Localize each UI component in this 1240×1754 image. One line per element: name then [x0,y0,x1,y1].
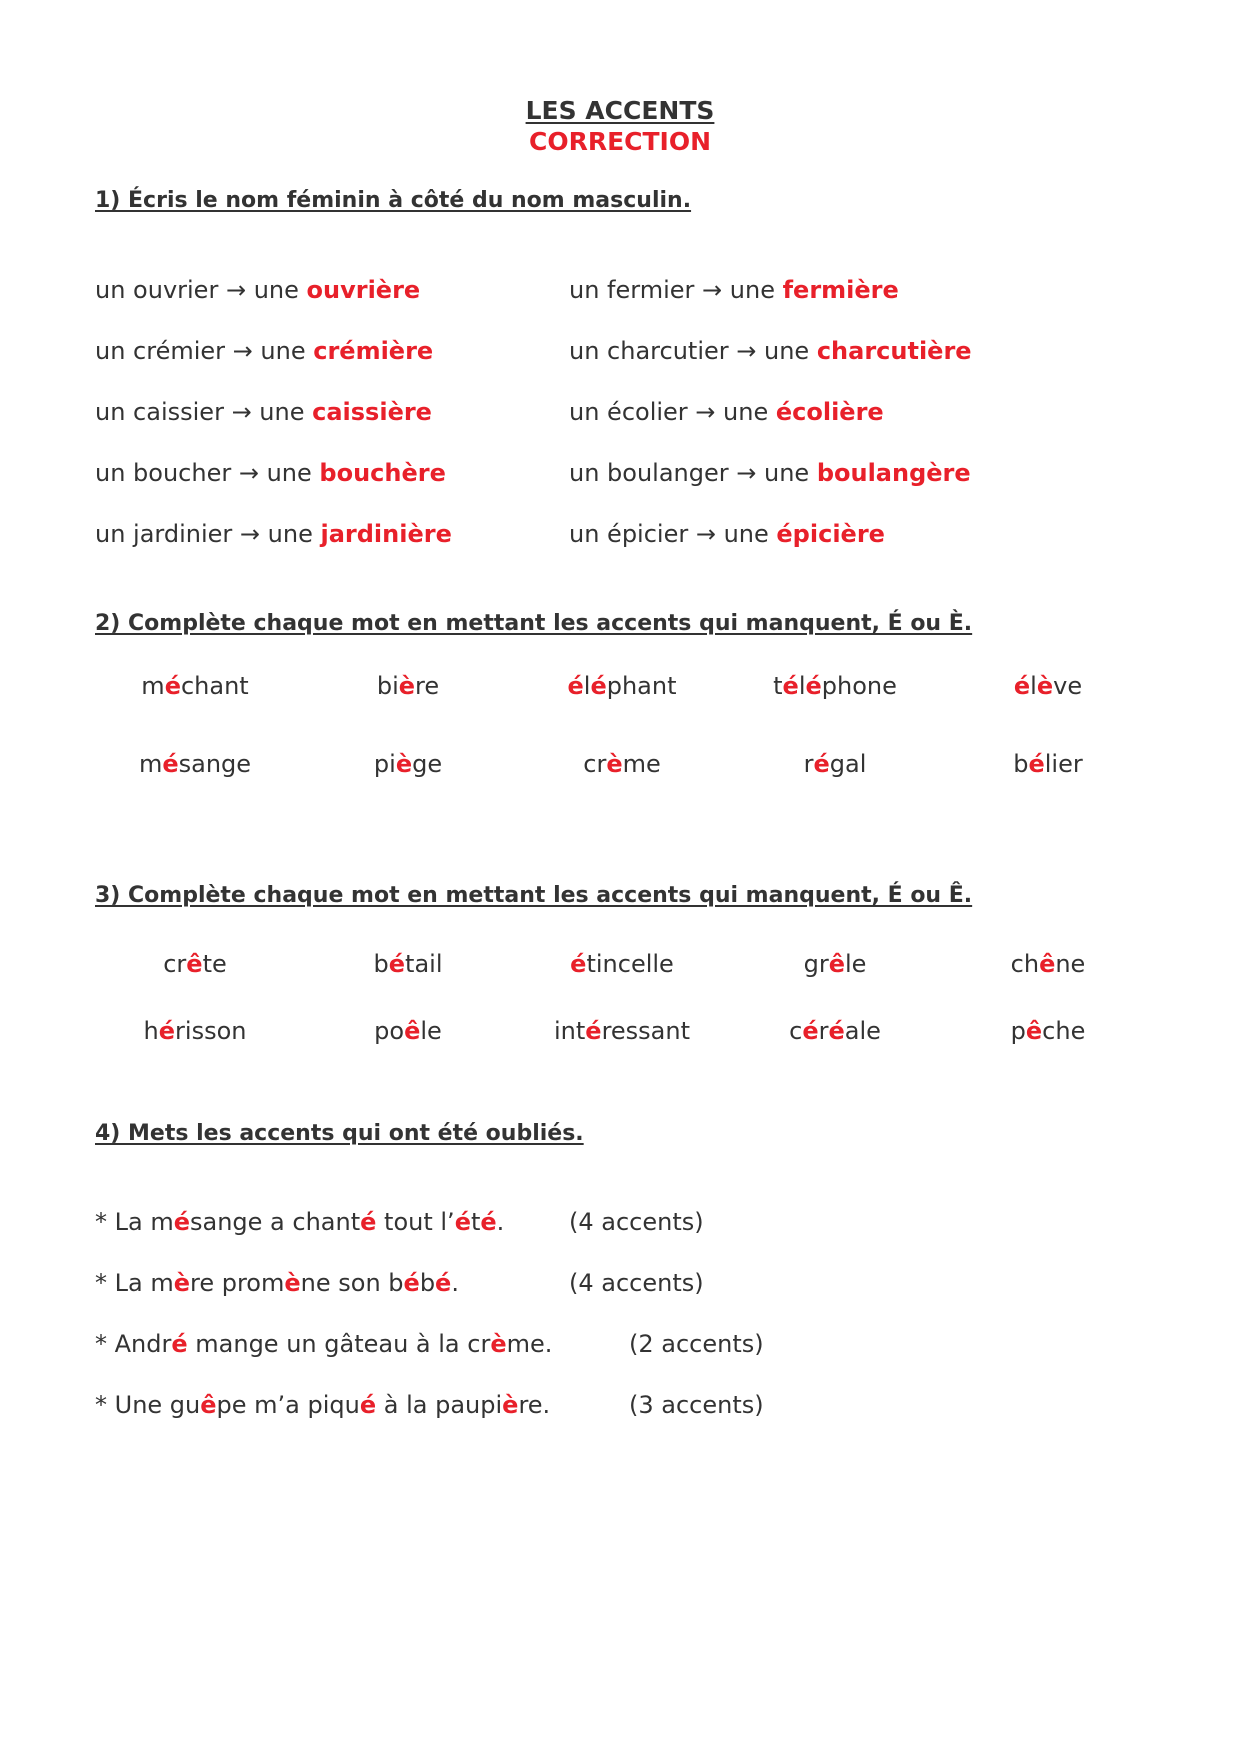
accent-letter: é [158,1017,176,1045]
accent-letter: è [606,750,623,778]
accent-letter: è [502,1391,519,1419]
accent-count: (4 accents) [569,1208,704,1236]
sentence: * Une guêpe m’a piqué à la paupière. [95,1391,551,1419]
word-item: crème [583,750,661,778]
word-item: piège [373,750,443,778]
accent-letter: é [435,1269,452,1297]
accent-count: (2 accents) [629,1330,764,1358]
pair-row: un épicier → une épicière [569,520,885,548]
accent-letter: é [360,1208,377,1236]
accent-letter: é [480,1208,497,1236]
pair-row: un charcutier → une charcutière [569,337,972,365]
pair-row: un boulanger → une boulangère [569,459,971,487]
section-4-heading: 4) Mets les accents qui ont été oubliés. [95,1121,584,1146]
accent-letter: é [173,1208,190,1236]
accent-letter: é [567,672,584,700]
section-3-heading: 3) Complète chaque mot en mettant les accents qui manquent, É ou Ê. [95,883,973,908]
pair-row: un ouvrier → une ouvrière [95,276,421,304]
word-item: bière [376,672,440,700]
answer: charcutière [816,337,972,365]
word-item: poêle [374,1017,442,1045]
word-item: pêche [1010,1017,1086,1045]
arrow-icon: → [702,276,723,304]
arrow-icon: → [231,398,252,426]
accent-letter: é [570,950,587,978]
accent-letter: é [828,1017,845,1045]
accent-letter: é [585,1017,602,1045]
sentence: * La mésange a chanté tout l’été. [95,1208,505,1236]
page-subtitle: CORRECTION [528,127,712,156]
accent-letter: é [164,672,181,700]
word-item: intéressant [553,1017,691,1045]
arrow-icon: → [695,520,716,548]
word-item: étincelle [570,950,674,978]
arrow-icon: → [695,398,716,426]
pair-row: un jardinier → une jardinière [95,520,452,548]
page-title: LES ACCENTS [525,96,715,125]
accent-letter: ê [404,1017,421,1045]
sentence: * André mange un gâteau à la crème. [95,1330,553,1358]
word-item: grêle [803,950,867,978]
pair-row: un boucher → une bouchère [95,459,446,487]
accent-letter: é [1013,672,1031,700]
accent-letter: é [782,672,799,700]
section-2-heading: 2) Complète chaque mot en mettant les accents qui manquent, É ou È. [95,611,973,636]
accent-letter: é [388,950,406,978]
word-item: éléphant [567,672,677,700]
word-item: céréale [789,1017,881,1045]
word-item: chêne [1010,950,1086,978]
arrow-icon: → [232,337,253,365]
pair-row: un caissier → une caissière [95,398,432,426]
pair-row: un fermier → une fermière [569,276,899,304]
answer: fermière [782,276,899,304]
accent-count: (4 accents) [569,1269,704,1297]
accent-letter: ê [1039,950,1056,978]
accent-letter: é [1028,750,1045,778]
accent-letter: é [162,750,179,778]
pair-row: un écolier → une écolière [569,398,884,426]
accent-letter: é [802,1017,819,1045]
arrow-icon: → [736,337,757,365]
answer: écolière [775,398,884,426]
accent-letter: è [173,1269,190,1297]
accent-letter: é [813,750,830,778]
accent-letter: ê [186,950,203,978]
word-item: téléphone [773,672,897,700]
word-item: méchant [141,672,249,700]
word-item: hérisson [143,1017,247,1045]
accent-letter: è [398,672,416,700]
answer: boulangère [816,459,971,487]
accent-letter: é [403,1269,420,1297]
accent-letter: è [490,1330,507,1358]
arrow-icon: → [736,459,757,487]
arrow-icon: → [239,520,261,548]
answer: bouchère [319,459,446,487]
word-item: régal [803,750,867,778]
sentence: * La mère promène son bébé. [95,1269,459,1297]
accent-letter: ê [1025,1017,1043,1045]
accent-letter: è [284,1269,301,1297]
answer: caissière [312,398,432,426]
word-item: bétail [373,950,443,978]
section-1-heading: 1) Écris le nom féminin à côté du nom masculin. [95,188,692,213]
accent-letter: è [395,750,413,778]
accent-letter: ê [828,950,845,978]
accent-count: (3 accents) [629,1391,764,1419]
word-item: bélier [1013,750,1083,778]
accent-letter: è [1036,672,1054,700]
answer: crémière [313,337,434,365]
accent-letter: é [590,672,607,700]
answer: jardinière [320,520,452,548]
arrow-icon: → [225,276,247,304]
arrow-icon: → [238,459,259,487]
word-item: crête [163,950,227,978]
word-item: mésange [138,750,252,778]
accent-letter: é [454,1208,471,1236]
pair-row: un crémier → une crémière [95,337,434,365]
word-item: élève [1013,672,1083,700]
accent-letter: é [805,672,822,700]
accent-letter: ê [200,1391,217,1419]
answer: épicière [776,520,885,548]
accent-letter: é [171,1330,188,1358]
accent-letter: é [359,1391,377,1419]
answer: ouvrière [306,276,421,304]
